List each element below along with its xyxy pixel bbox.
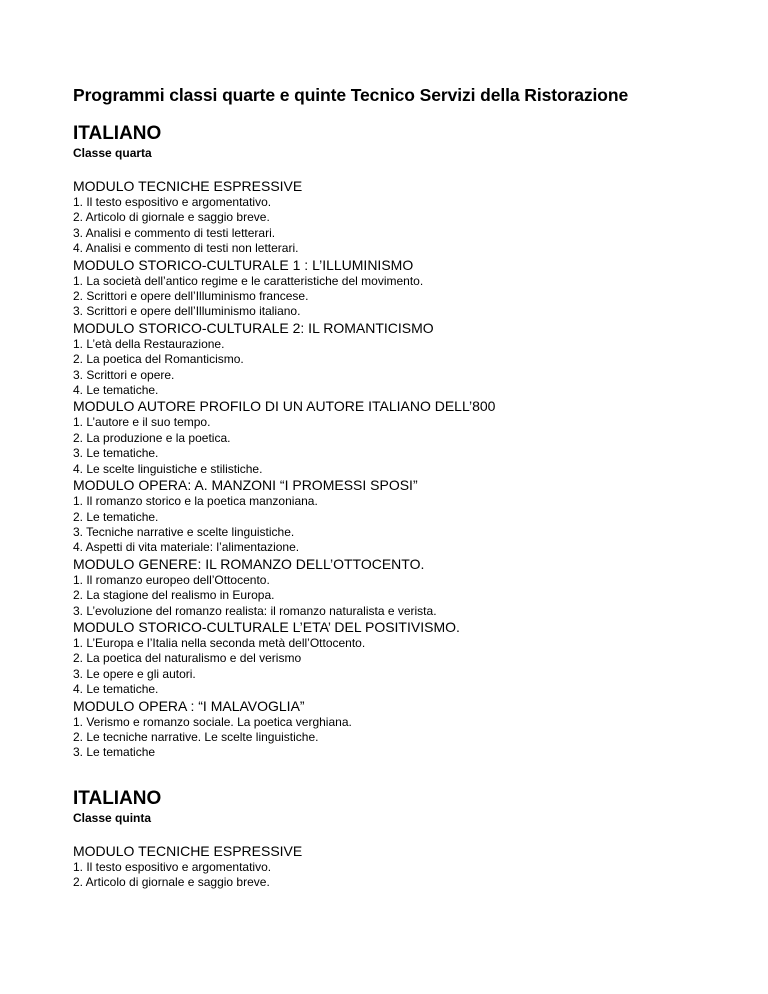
module-block xyxy=(73,257,733,320)
subject-section xyxy=(73,123,733,761)
module-list-item: 4. Analisi e commento di testi non letterari. xyxy=(73,241,299,256)
module-list-item: 4. Le scelte linguistiche e stilistiche. xyxy=(73,461,263,476)
module-list-item: 2. Scrittori e opere dell’Illuminismo francese. xyxy=(73,289,309,304)
module-list-item: 2. La stagione del realismo in Europa. xyxy=(73,588,275,603)
module-block xyxy=(73,698,733,761)
class-label: Classe quinta xyxy=(73,810,152,825)
module-list-item: 3. Analisi e commento di testi letterari. xyxy=(73,225,276,240)
module-list-item: 4. Aspetti di vita materiale: l’alimentazione. xyxy=(73,540,300,555)
module-list-item: 1. L’Europa e l’Italia nella seconda metà dell’Ottocento. xyxy=(73,635,366,650)
module-title: MODULO TECNICHE ESPRESSIVE xyxy=(73,842,303,859)
module-block xyxy=(73,556,733,619)
module-list-item: 1. Il testo espositivo e argomentativo. xyxy=(73,195,272,209)
section-spacer xyxy=(73,761,733,788)
module-list-item: 2. La produzione e la poetica. xyxy=(73,430,231,445)
module-title: MODULO TECNICHE ESPRESSIVE xyxy=(73,178,303,194)
module-list-item: 1. L’autore e il suo tempo. xyxy=(73,415,211,430)
module-list-item: 1. L’età della Restaurazione. xyxy=(73,336,225,351)
module-block xyxy=(73,178,733,257)
document-page xyxy=(73,84,733,891)
module-list-item: 1. Il romanzo europeo dell’Ottocento. xyxy=(73,572,270,587)
module-list-item: 1. Il testo espositivo e argomentativo. xyxy=(73,859,272,874)
module-title: MODULO OPERA : “I MALAVOGLIA” xyxy=(73,697,305,714)
module-list-item: 2. Le tecniche narrative. Le scelte linguistiche. xyxy=(73,729,319,744)
subject-section xyxy=(73,788,733,891)
module-title: MODULO STORICO-CULTURALE 2: IL ROMANTICISMO xyxy=(73,319,434,336)
module-block xyxy=(73,477,733,556)
module-block xyxy=(73,398,733,477)
module-title: MODULO AUTORE PROFILO DI UN AUTORE ITALIANO DELL’800 xyxy=(73,398,496,415)
module-list-item: 4. Le tematiche. xyxy=(73,383,159,398)
module-title: MODULO GENERE: IL ROMANZO DELL’OTTOCENTO. xyxy=(73,555,425,572)
class-label: Classe quarta xyxy=(73,146,152,160)
module-list-item: 2. La poetica del Romanticismo. xyxy=(73,352,244,367)
document-title: Programmi classi quarte e quinte Tecnico Servizi della Ristorazione xyxy=(73,85,629,105)
module-list-item: 3. Le opere e gli autori. xyxy=(73,666,196,681)
module-list-item: 3. Scrittori e opere. xyxy=(73,367,175,382)
sections-container xyxy=(73,123,733,891)
module-list-item: 4. Le tematiche. xyxy=(73,682,159,697)
module-block xyxy=(73,843,733,891)
module-list-item: 2. Articolo di giornale e saggio breve. xyxy=(73,210,270,225)
module-title: MODULO STORICO-CULTURALE 1 : L’ILLUMINISMO xyxy=(73,256,414,273)
module-list-item: 3. Scrittori e opere dell’Illuminismo italiano. xyxy=(73,304,301,319)
module-list-item: 2. La poetica del naturalismo e del verismo xyxy=(73,651,302,666)
module-block xyxy=(73,320,733,399)
module-list-item: 3. Tecniche narrative e scelte linguistiche. xyxy=(73,524,295,539)
module-list-item: 1. La società dell’antico regime e le caratteristiche del movimento. xyxy=(73,273,424,288)
module-block xyxy=(73,619,733,698)
module-list-item: 3. Le tematiche. xyxy=(73,446,159,461)
module-list-item: 2. Le tematiche. xyxy=(73,509,159,524)
module-list-item: 3. L’evoluzione del romanzo realista: il romanzo naturalista e verista. xyxy=(73,603,437,618)
module-list-item: 2. Articolo di giornale e saggio breve. xyxy=(73,875,270,890)
module-title: MODULO STORICO-CULTURALE L’ETA’ DEL POSITIVISMO. xyxy=(73,618,460,635)
module-list-item: 3. Le tematiche xyxy=(73,745,156,760)
subject-heading: ITALIANO xyxy=(73,787,162,809)
module-list-item: 1. Verismo e romanzo sociale. La poetica verghiana. xyxy=(73,714,352,729)
subject-heading: ITALIANO xyxy=(73,123,162,144)
module-title: MODULO OPERA: A. MANZONI “I PROMESSI SPOSI” xyxy=(73,477,418,494)
module-list-item: 1. Il romanzo storico e la poetica manzoniana. xyxy=(73,494,318,509)
